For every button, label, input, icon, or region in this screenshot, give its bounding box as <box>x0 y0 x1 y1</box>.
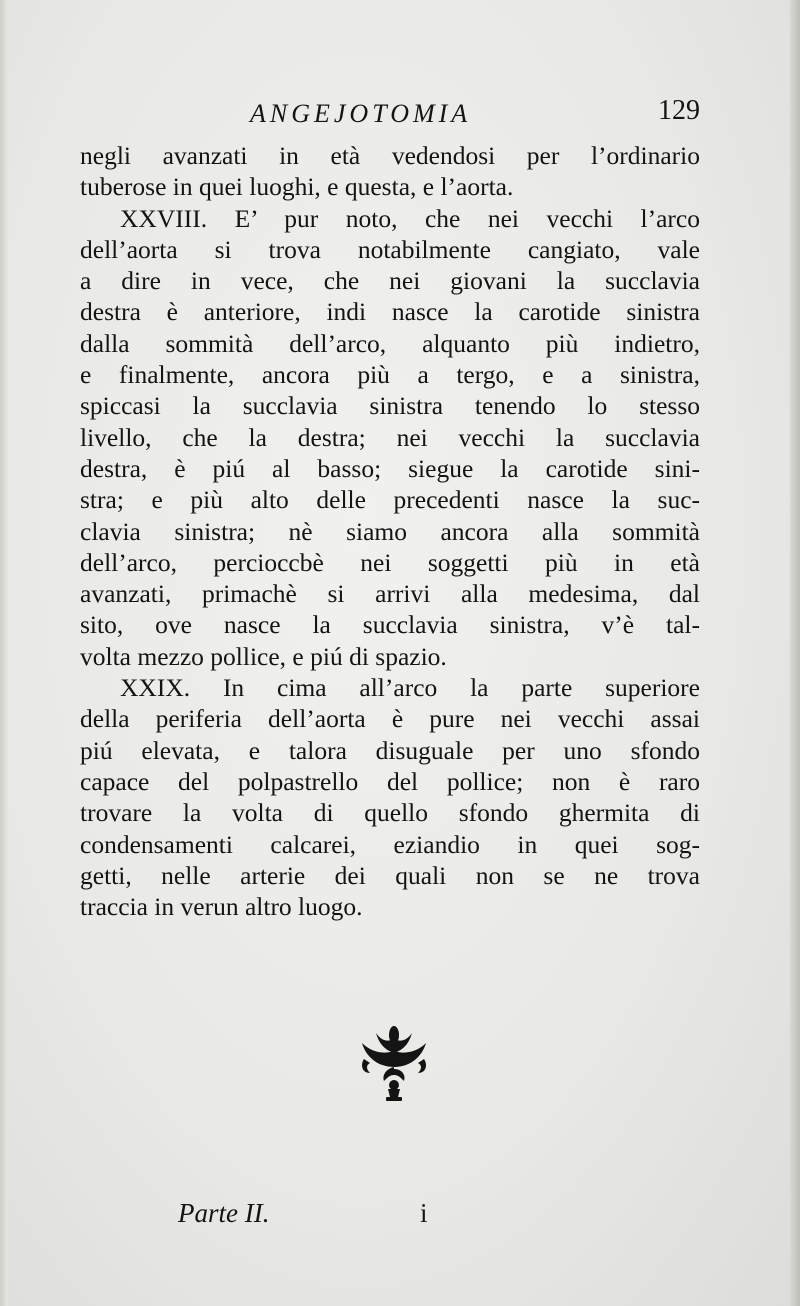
signature-label: Parte II. <box>178 1198 270 1228</box>
page-header <box>80 95 700 135</box>
text-line: clavia sinistra; nè siamo ancora alla sommità <box>80 516 700 546</box>
text-line: avanzati, primachè si arrivi alla medesima, dal <box>80 579 700 609</box>
text-line: a dire in vece, che nei giovani la succlavia <box>80 266 700 296</box>
text-line: livello, che la destra; nei vecchi la succlavia <box>80 422 700 452</box>
text-line: destra, è piú al basso; siegue la carotide sini- <box>80 453 700 483</box>
text-line: dell’arco, percioccbè nei soggetti più in età <box>80 547 700 577</box>
page-left-edge <box>0 0 8 1306</box>
text-line: condensamenti calcarei, eziandio in quei sog- <box>80 829 700 859</box>
text-line: getti, nelle arterie dei quali non se ne trova <box>80 860 700 890</box>
text-line: stra; e più alto delle precedenti nasce la suc- <box>80 485 700 515</box>
text-line: negli avanzati in età vedendosi per l’ordinario <box>80 141 700 170</box>
fleuron-ornament-icon <box>358 1025 430 1105</box>
text-line: capace del polpastrello del pollice; non è raro <box>80 766 700 796</box>
text-line: XXIX. In cima all’arco la parte superiore <box>120 673 700 703</box>
signature-mark: i <box>420 1198 428 1228</box>
text-line: piú elevata, e talora disuguale per uno sfondo <box>80 735 700 765</box>
text-line: dalla sommità dell’arco, alquanto più indietro, <box>80 328 700 358</box>
page-right-edge <box>790 0 800 1306</box>
text-line: volta mezzo pollice, e piú di spazio. <box>80 641 447 671</box>
text-line: e finalmente, ancora più a tergo, e a sinistra, <box>80 360 700 390</box>
running-title: ANGEJOTOMIA <box>250 99 472 128</box>
text-line: della periferia dell’aorta è pure nei vecchi assai <box>80 704 700 734</box>
text-line: destra è anteriore, indi nasce la carotide sinistra <box>80 297 700 327</box>
text-line: XXVIII. E’ pur noto, che nei vecchi l’arco <box>120 203 700 233</box>
text-line: sito, ove nasce la succlavia sinistra, v’è tal- <box>80 610 700 640</box>
text-line: tuberose in quei luoghi, e questa, e l’aorta. <box>80 172 514 202</box>
page-number: 129 <box>658 95 700 126</box>
body-text <box>80 140 700 922</box>
text-line: traccia in verun altro luogo. <box>80 892 363 922</box>
text-line: spiccasi la succlavia sinistra tenendo lo stesso <box>80 391 700 421</box>
text-line: trovare la volta di quello sfondo ghermita di <box>80 798 700 828</box>
text-line: dell’aorta si trova notabilmente cangiato, vale <box>80 234 700 264</box>
